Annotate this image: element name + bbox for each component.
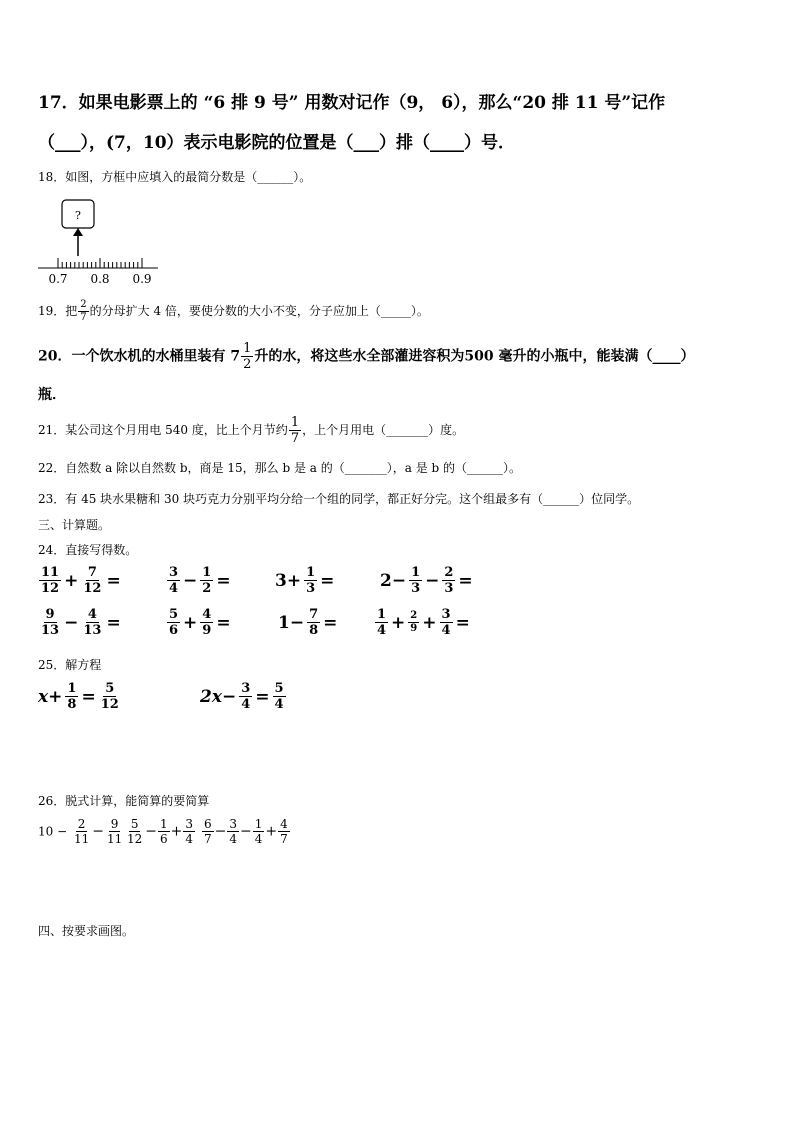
- q20-suffix: 升的水，将这些水全部灌进容积为500 毫升的小瓶中，能装满（____）: [254, 348, 695, 365]
- expression: $\frac{5}{12}$ − $\frac{1}{6}$ + $\frac{3}{4}$: [127, 817, 194, 846]
- question-22: 22．自然数 a 除以自然数 b，商是 15，那么 b 是 a 的（_______），a 是 b 的（______）。: [38, 461, 522, 475]
- fraction: $\frac{1}{2}$: [243, 341, 252, 372]
- question-17-line2: （___），(7，10）表示电影院的位置是（___）排（____）号．: [38, 133, 516, 153]
- expression: $\frac{9}{13}$ − $\frac{4}{13}$ =: [41, 607, 121, 638]
- q21-prefix: 21．某公司这个月用电 540 度，比上个月节约: [38, 423, 288, 437]
- number-line-figure: [36, 198, 166, 290]
- question-24-title: 24．直接写得数。: [38, 543, 138, 557]
- expression: 3+ $\frac{1}{3}$ =: [275, 565, 335, 596]
- q19-suffix: 的分母扩大 4 倍，要使分数的大小不变，分子应加上（_____）。: [89, 304, 429, 318]
- expression: 1− $\frac{7}{8}$ =: [278, 607, 338, 638]
- question-19: [38, 300, 429, 323]
- question-20-line2: 瓶．: [38, 387, 66, 403]
- expression: 2− $\frac{1}{3}$ − $\frac{2}{3}$ =: [380, 565, 473, 596]
- question-20: [38, 342, 695, 371]
- tick-label: 0.8: [90, 272, 110, 286]
- q21-suffix: ，上个月用电（_______）度。: [302, 423, 465, 437]
- answer-box-label: ?: [75, 209, 81, 222]
- question-18-text: 18．如图，方框中应填入的最简分数是（______）。: [38, 170, 312, 184]
- number-line-ticks: [58, 258, 142, 268]
- question-25-title: 25．解方程: [38, 658, 102, 672]
- section-3-heading: 三、计算题。: [38, 518, 111, 532]
- expression: 10 − $\frac{2}{11}$ − $\frac{9}{11}$: [38, 817, 123, 846]
- question-21: [38, 416, 464, 445]
- question-26-title: 26．脱式计算，能简算的要简算: [38, 794, 210, 808]
- expression: $\frac{5}{6}$ + $\frac{4}{9}$ =: [169, 607, 231, 638]
- arrow-up-icon: [73, 228, 83, 236]
- expression: $\frac{11}{12}$ + $\frac{7}{12}$ =: [41, 565, 121, 596]
- fraction: $\frac{2}{7}$: [80, 299, 87, 323]
- tick-label: 0.7: [48, 272, 68, 286]
- equation: x+ $\frac{1}{8}$ = $\frac{5}{12}$: [38, 681, 119, 712]
- tick-label: 0.9: [132, 272, 152, 286]
- q20-prefix: 20．一个饮水机的水桶里装有 7: [38, 348, 241, 365]
- section-4-heading: 四、按要求画图。: [38, 924, 135, 938]
- expression: $\frac{1}{4}$ + $\frac{2}{9}$ + $\frac{3}{4}$ =: [377, 607, 470, 638]
- q19-prefix: 19．把: [38, 304, 78, 318]
- question-17-line1: 17．如果电影票上的 “6 排 9 号” 用数对记作（9， 6），那么“20 排 11 号”记作: [38, 93, 666, 113]
- question-23: 23．有 45 块水果糖和 30 块巧克力分别平均分给一个组的同学，都正好分完。这个组最多有（______）位同学。: [38, 492, 640, 506]
- expression: $\frac{6}{7}$ − $\frac{3}{4}$ − $\frac{1}{4}$ + $\frac{4}{7}$: [204, 817, 288, 846]
- equation: 2x− $\frac{3}{4}$ = $\frac{5}{4}$: [200, 681, 284, 712]
- expression: $\frac{3}{4}$ − $\frac{1}{2}$ =: [169, 565, 231, 596]
- fraction: $\frac{1}{7}$: [290, 415, 300, 446]
